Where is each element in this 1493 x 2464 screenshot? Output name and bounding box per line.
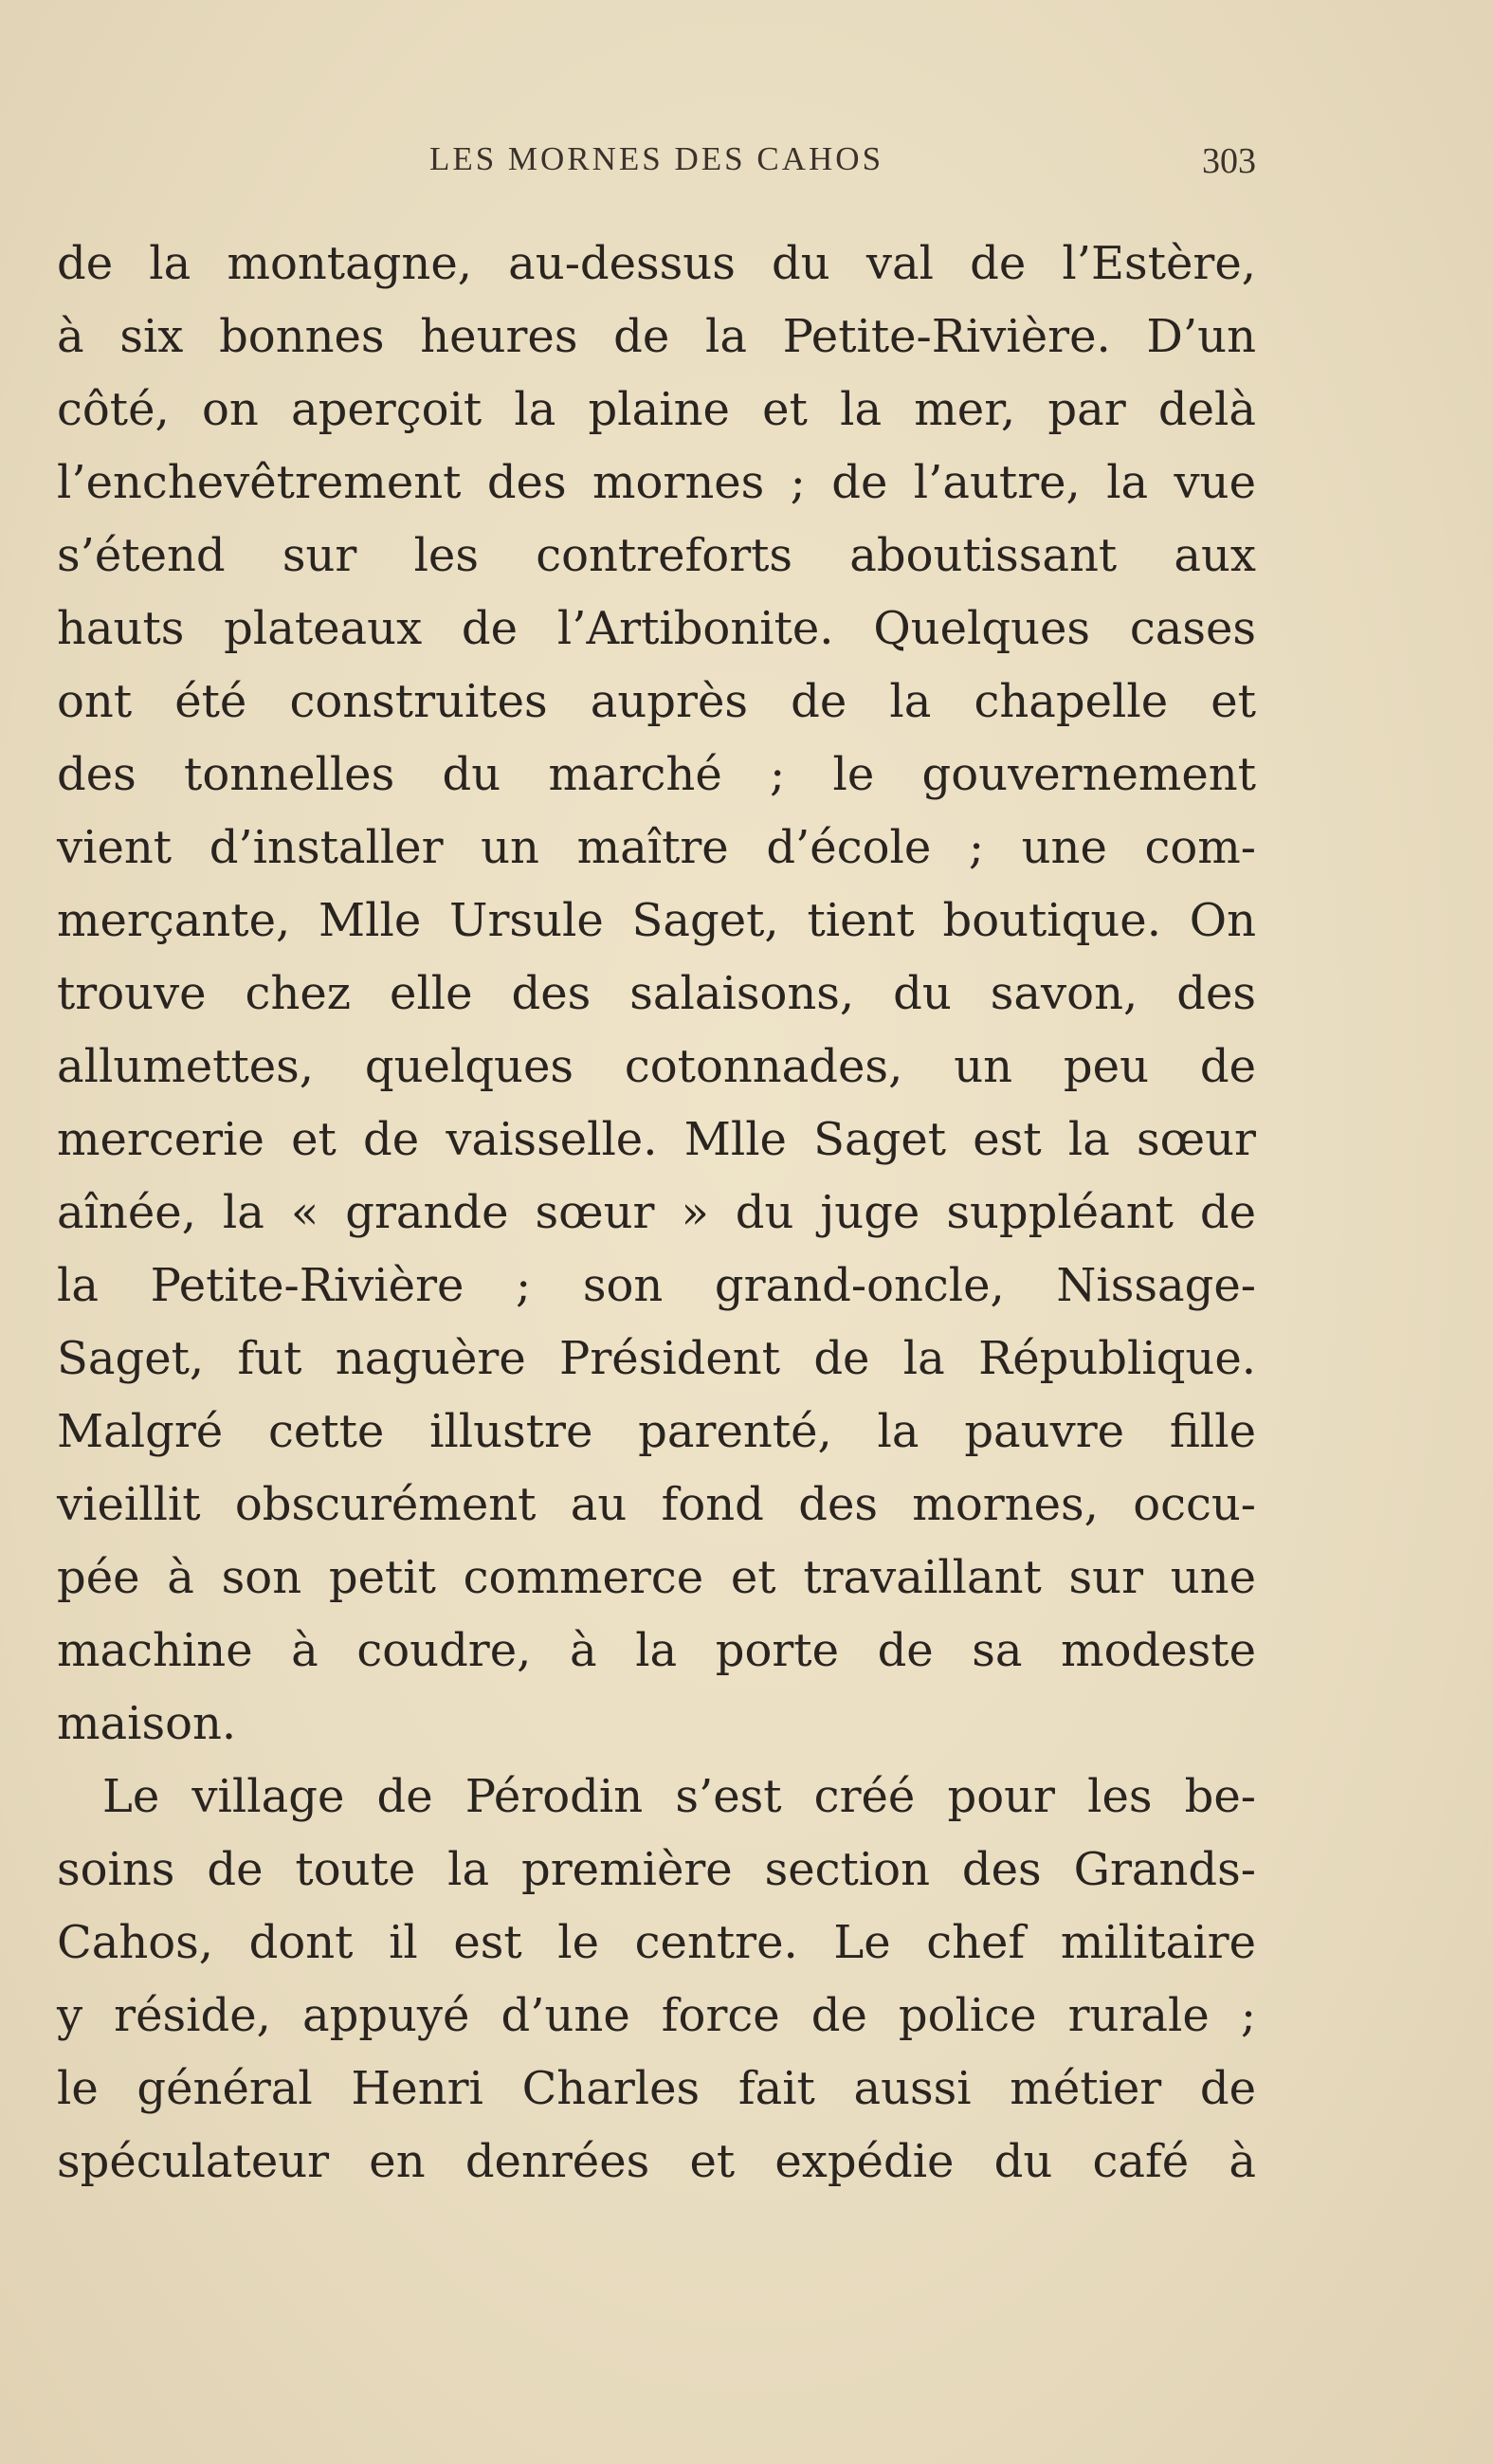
text-line: le général Henri Charles fait aussi métier de — [57, 2062, 1256, 2115]
page-number: 303 — [1202, 141, 1256, 181]
text-line: trouve chez elle des salaisons, du savon, des — [57, 967, 1256, 1020]
text-line: hauts plateaux de l’Artibonite. Quelques cases — [57, 602, 1256, 655]
text-line: y réside, appuyé d’une force de police rurale ; — [57, 1989, 1256, 2042]
text-line: merçante, Mlle Ursule Saget, tient boutique. On — [57, 894, 1256, 947]
text-line: la Petite-Rivière ; son grand-oncle, Nissage- — [57, 1259, 1256, 1312]
text-line: des tonnelles du marché ; le gouvernement — [57, 748, 1256, 801]
text-line: Saget, fut naguère Président de la République. — [57, 1332, 1256, 1385]
text-line: mercerie et de vaisselle. Mlle Saget est la sœur — [57, 1113, 1256, 1166]
paragraph — [57, 1761, 1256, 2199]
text-line: vient d’installer un maître d’école ; une com- — [57, 821, 1256, 874]
paragraph — [57, 228, 1256, 1761]
text-line: allumettes, quelques cotonnades, un peu de — [57, 1040, 1256, 1093]
text-line: Malgré cette illustre parenté, la pauvre fille — [57, 1405, 1256, 1458]
body-text — [57, 228, 1256, 2199]
text-line: spéculateur en denrées et expédie du café à — [57, 2135, 1256, 2188]
text-line: soins de toute la première section des Grands- — [57, 1843, 1256, 1896]
text-line: s’étend sur les contreforts aboutissant aux — [57, 529, 1256, 582]
text-line: maison. — [57, 1697, 237, 1750]
text-line: Le village de Pérodin s’est créé pour les be- — [102, 1770, 1256, 1823]
running-title: LES MORNES DES CAHOS — [428, 140, 884, 177]
text-line: aînée, la « grande sœur » du juge suppléant de — [57, 1186, 1256, 1239]
text-line: à six bonnes heures de la Petite-Rivière. D’un — [57, 310, 1256, 363]
text-line: vieillit obscurément au fond des mornes, occu- — [57, 1478, 1256, 1531]
text-line: de la montagne, au-dessus du val de l’Estère, — [57, 237, 1256, 290]
text-line: machine à coudre, à la porte de sa modeste — [57, 1624, 1256, 1677]
text-line: l’enchevêtrement des mornes ; de l’autre, la vue — [57, 456, 1256, 509]
text-line: pée à son petit commerce et travaillant sur une — [57, 1551, 1256, 1604]
text-line: côté, on aperçoit la plaine et la mer, par delà — [57, 383, 1256, 436]
page-header — [57, 140, 1256, 188]
text-line: Cahos, dont il est le centre. Le chef militaire — [57, 1916, 1256, 1969]
text-line: ont été construites auprès de la chapelle et — [57, 675, 1256, 728]
